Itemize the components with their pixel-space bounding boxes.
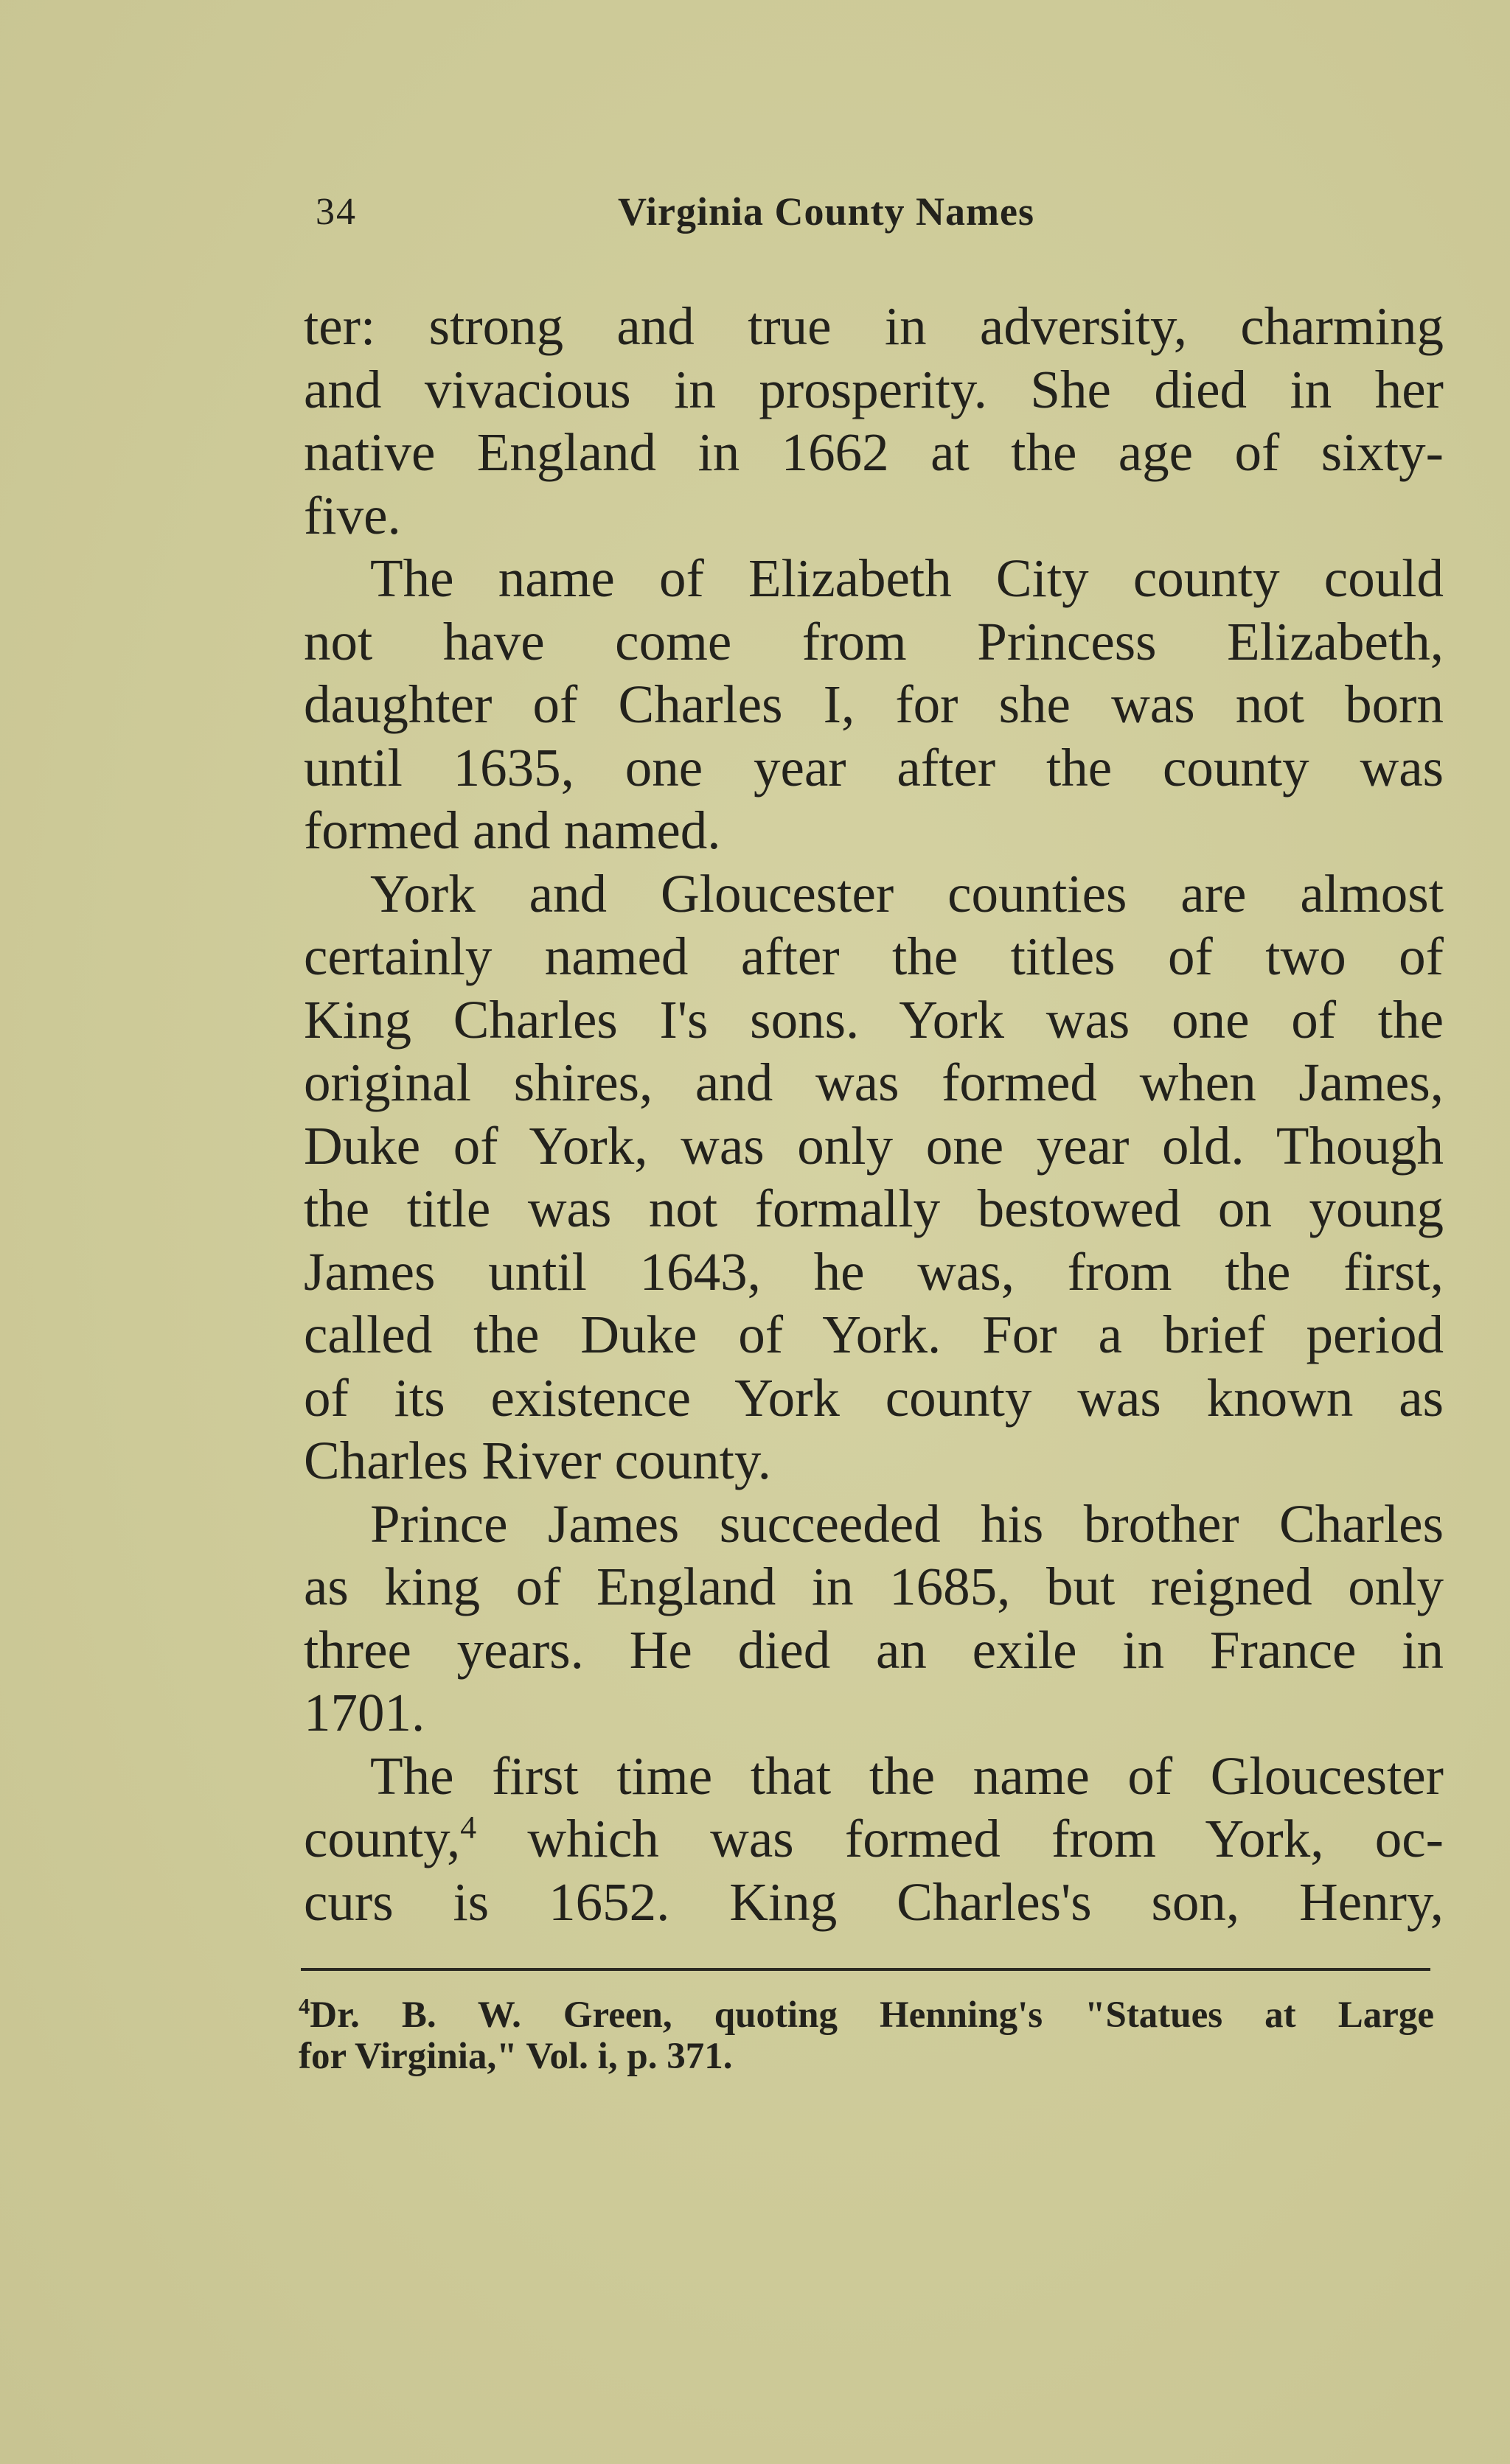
text-line: three years. He died an exile in France in	[304, 1619, 1444, 1680]
text-line: King Charles I's sons. York was one of the	[304, 989, 1444, 1050]
footnote-divider	[301, 1968, 1430, 1971]
paragraph-start-line: The name of Elizabeth City county could	[370, 548, 1444, 608]
text-line: of its existence York county was known as	[304, 1367, 1444, 1428]
text-line: daughter of Charles I, for she was not born	[304, 674, 1444, 734]
text-line: as king of England in 1685, but reigned only	[304, 1557, 1444, 1616]
paragraph-start-line: Prince James succeeded his brother Charles	[370, 1493, 1444, 1554]
text-line: curs is 1652. King Charles's son, Henry,	[304, 1871, 1444, 1932]
paragraph-start-line: The first time that the name of Gloucester	[370, 1745, 1444, 1806]
text-line: called the Duke of York. For a brief period	[304, 1305, 1444, 1364]
running-title: Virginia County Names	[618, 189, 1035, 234]
footnote-line	[299, 1994, 1434, 2036]
text-line: the title was not formally bestowed on young	[304, 1179, 1444, 1238]
footnote-line: for Virginia," Vol. i, p. 371.	[299, 2036, 733, 2077]
body-text	[304, 295, 1444, 1933]
text-fragment: which was formed from York, oc-	[527, 1809, 1444, 1868]
text-line-with-footnote	[304, 1807, 1444, 1871]
text-line: 1701.	[304, 1683, 425, 1742]
text-fragment: county,	[304, 1809, 461, 1868]
footnote-text: Dr. B. W. Green, quoting Henning's "Statues at Large	[310, 1994, 1434, 2036]
page-number: 34	[316, 191, 357, 233]
text-line: Duke of York, was only one year old. Though	[304, 1115, 1444, 1176]
text-line: formed and named.	[304, 800, 721, 860]
text-line: certainly named after the titles of two of	[304, 926, 1444, 986]
text-line: Charles River county.	[304, 1431, 771, 1490]
text-line: James until 1643, he was, from the first,	[304, 1241, 1444, 1302]
paragraph-start-line: York and Gloucester counties are almost	[370, 863, 1444, 924]
text-line: five.	[304, 485, 401, 545]
text-line: original shires, and was formed when James,	[304, 1053, 1444, 1112]
text-line: native England in 1662 at the age of sixty-	[304, 422, 1444, 482]
text-line: until 1635, one year after the county was	[304, 737, 1444, 798]
page-header	[0, 183, 1510, 242]
footnote	[299, 1994, 1434, 2077]
footnote-reference: 4	[460, 1809, 477, 1846]
text-line: and vivacious in prosperity. She died in her	[304, 359, 1444, 419]
text-line: not have come from Princess Elizabeth,	[304, 611, 1444, 671]
footnote-marker: 4	[299, 1994, 310, 2019]
text-line: ter: strong and true in adversity, charming	[304, 296, 1444, 356]
